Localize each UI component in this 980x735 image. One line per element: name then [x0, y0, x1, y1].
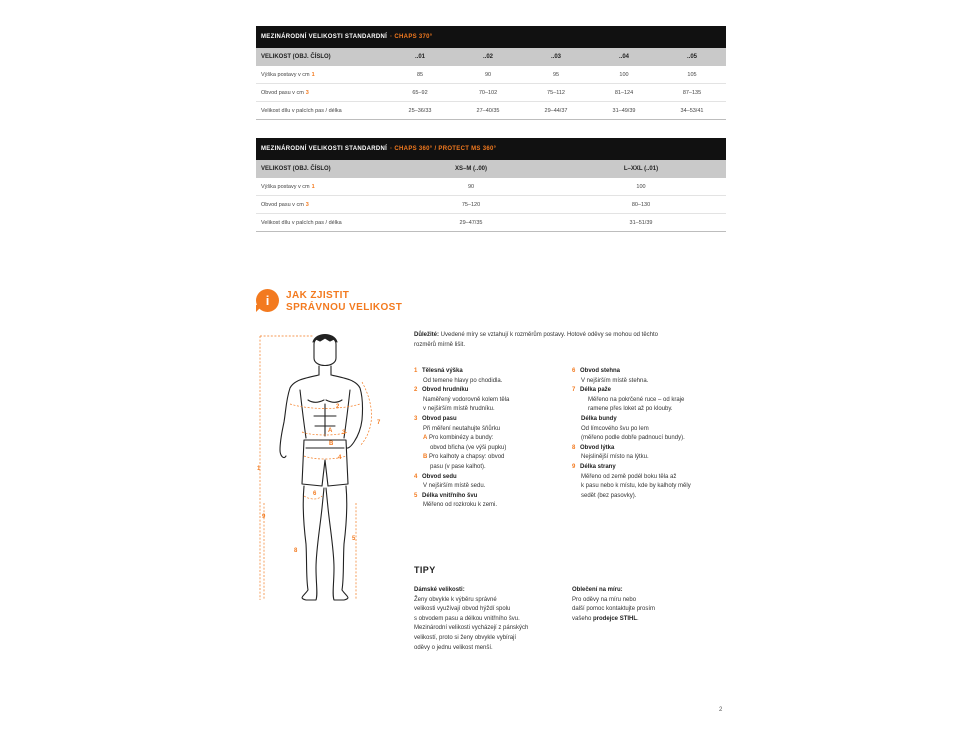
- table-row: [256, 196, 726, 214]
- item-text: (měřeno podle dobře padnoucí bundy).: [581, 435, 685, 442]
- table-title-accent: · CHAPS 370°: [390, 34, 433, 40]
- item-text: sedět (bez pasovky).: [581, 492, 637, 499]
- item-text: v nejširším místě hrudníku.: [423, 406, 495, 413]
- item-text: Od límcového švu po lem: [581, 425, 649, 432]
- table-cell: 25–36/33: [408, 107, 432, 114]
- item-number: 9: [572, 463, 576, 470]
- table-cell: 75–120: [461, 201, 481, 208]
- figure-label-a: A: [328, 428, 333, 434]
- column-header: ..03: [550, 54, 561, 60]
- table-cell: 31–49/39: [612, 107, 636, 114]
- item-title: Délka paže: [580, 387, 612, 394]
- item-title: Obvod hrudníku: [422, 387, 469, 394]
- table-cell: 100: [636, 183, 646, 190]
- row-label: Obvod pasu v cm: [261, 89, 304, 96]
- item-text: Při měření neutahujte šňůrku: [423, 425, 501, 432]
- item-title: Obvod lýtka: [580, 444, 615, 451]
- figure-label-7: 7: [377, 420, 381, 426]
- measure-list-left: [414, 367, 564, 511]
- row-label: Velikost dílu v palcích pas / délka: [261, 107, 342, 114]
- page-number: 2: [719, 707, 723, 713]
- figure-label-2: 2: [336, 404, 340, 410]
- figure-label-3: 3: [342, 430, 346, 436]
- column-header: ..04: [618, 54, 629, 60]
- table-row: [256, 84, 726, 102]
- item-number: 6: [572, 368, 576, 374]
- section-title-line: JAK ZJISTIT: [286, 290, 350, 301]
- item-number: 5: [414, 492, 418, 499]
- intro-bold: Důležité:: [414, 332, 440, 338]
- tip-text: Mezinárodní velikosti vycházejí z pánských: [414, 625, 529, 632]
- measure-list-right: [572, 367, 732, 501]
- list-item: [414, 473, 564, 483]
- tip-title: Dámské velikosti:: [414, 587, 465, 593]
- section-title: [286, 290, 402, 314]
- sub-label: A: [423, 435, 428, 442]
- item-number: 1: [414, 368, 418, 374]
- tip-text: Ženy obvykle k výběru správné: [414, 596, 497, 603]
- item-text: Měřeno od země podél boku těla až: [581, 473, 677, 480]
- item-title: Délka vnitřního švu: [422, 492, 478, 499]
- item-title: Obvod sedu: [422, 473, 457, 480]
- body-measurement-figure: [250, 328, 400, 608]
- item-text: k pasu nebo k místu, kde by kalhoty měly: [581, 483, 691, 490]
- column-header: XS–M (..00): [454, 166, 487, 172]
- item-number: 7: [572, 387, 576, 394]
- figure-label-1: 1: [257, 466, 261, 472]
- item-number: 3: [414, 415, 418, 422]
- dealer-name: prodejce STIHL: [593, 615, 638, 622]
- intro-note: [414, 331, 674, 350]
- list-item: [414, 367, 564, 377]
- tip-title: Oblečení na míru:: [572, 587, 623, 593]
- tip-custom-clothing: [572, 586, 722, 624]
- figure-label-9: 9: [262, 514, 266, 520]
- item-title: Délka strany: [580, 463, 616, 470]
- intro-text: Uvedené míry se vztahují k rozměrům postavy. Hotové oděvy se mohou od těchto rozměrů mírně lišit.: [414, 332, 659, 348]
- sub-label: B: [423, 454, 428, 461]
- figure-label-6: 6: [313, 491, 317, 497]
- item-text: pasu (v pase kalhot).: [430, 463, 486, 470]
- figure-label-8: 8: [294, 548, 298, 554]
- info-icon-glyph: i: [265, 293, 270, 308]
- item-number: 2: [414, 387, 418, 394]
- table-cell: 90: [484, 71, 492, 78]
- tip-text: další pomoc kontaktujte prosím: [572, 606, 656, 613]
- list-item: [414, 492, 564, 502]
- list-item: [572, 444, 732, 454]
- table-cell: 80–130: [631, 201, 651, 208]
- item-text: Měřeno od rozkroku k zemi.: [423, 502, 498, 509]
- figure-label-4: 4: [338, 455, 342, 461]
- column-header: ..05: [686, 54, 697, 60]
- table-cell: 105: [687, 71, 697, 78]
- item-title: Délka bundy: [581, 415, 617, 422]
- item-title: Obvod stehna: [580, 368, 621, 374]
- tip-text: velikosti využívají obvod hýždí spolu: [414, 606, 511, 613]
- item-number: 4: [414, 473, 418, 480]
- info-icon-tail: [256, 305, 263, 312]
- measure-number: 3: [305, 89, 309, 96]
- row-label: Výška postavy v cm: [261, 71, 310, 78]
- item-text: V nejširším místě sedu.: [423, 483, 486, 490]
- item-text: V nejširším místě stehna.: [581, 377, 649, 384]
- table-header: [256, 26, 726, 48]
- item-text: Měřeno na pokrčené ruce – od kraje: [588, 396, 685, 403]
- table-cell: 95: [552, 71, 560, 78]
- column-header: ..01: [414, 54, 425, 60]
- table-header: [256, 138, 726, 160]
- tip-women-sizes: [414, 586, 559, 653]
- size-table-chaps-370: [256, 26, 726, 120]
- item-title: Tělesná výška: [422, 368, 463, 374]
- column-header: VELIKOST (OBJ. ČÍSLO): [261, 166, 331, 172]
- figure-label-5: 5: [352, 536, 356, 542]
- table-cell: 85: [416, 71, 424, 78]
- tip-text: .: [637, 615, 639, 622]
- list-item: [572, 367, 732, 377]
- table-row: [256, 66, 726, 84]
- list-item: [414, 415, 564, 425]
- table-cell: 34–53/41: [680, 107, 704, 114]
- table-cell: 75–112: [547, 89, 565, 96]
- row-label: Výška postavy v cm: [261, 183, 310, 190]
- table-cell: 29–47/35: [459, 219, 483, 226]
- table-title-accent: · CHAPS 360° / PROTECT MS 360°: [390, 146, 497, 152]
- item-text: ramene přes loket až po klouby.: [588, 406, 673, 413]
- column-header-row: [256, 48, 726, 66]
- tip-text: oděvy o jednu velikost menší.: [414, 644, 493, 651]
- item-text: Nejslinější místo na lýtku.: [581, 454, 649, 461]
- column-header: ..02: [482, 54, 493, 60]
- table-cell: 100: [619, 71, 629, 78]
- table-cell: 81–124: [614, 89, 634, 96]
- figure-label-b: B: [329, 441, 334, 447]
- table-cell: 87–135: [682, 89, 702, 96]
- table-cell: 29–44/37: [544, 107, 568, 114]
- list-item: [414, 386, 564, 396]
- table-cell: 31–51/39: [629, 219, 653, 226]
- measure-number: 3: [305, 201, 309, 208]
- list-item: [572, 386, 732, 396]
- list-item: [572, 463, 732, 473]
- table-row: [256, 102, 726, 120]
- table-cell: 65–92: [412, 89, 428, 96]
- table-cell: 90: [467, 183, 475, 190]
- size-table-chaps-360: [256, 138, 726, 232]
- column-header-row: [256, 160, 726, 178]
- table-title: MEZINÁRODNÍ VELIKOSTI STANDARDNÍ: [261, 146, 388, 152]
- section-title-line: SPRÁVNOU VELIKOST: [286, 302, 403, 313]
- column-header: L–XXL (..01): [623, 166, 659, 172]
- measure-number: 1: [311, 183, 315, 190]
- item-text: Od temene hlavy po chodidla.: [423, 377, 503, 384]
- item-title: Obvod pasu: [422, 415, 457, 422]
- table-title: MEZINÁRODNÍ VELIKOSTI STANDARDNÍ: [261, 34, 388, 40]
- column-header: VELIKOST (OBJ. ČÍSLO): [261, 54, 331, 60]
- tip-text: Pro oděvy na míru nebo: [572, 596, 637, 603]
- tip-text: velikostí, proto si ženy obvykle vybírají: [414, 634, 517, 641]
- item-text: obvod břicha (ve výši pupku): [430, 444, 507, 451]
- item-text: Pro kombinézy a bundy:: [429, 435, 494, 442]
- item-number: 8: [572, 444, 576, 451]
- tip-text: s obvodem pasu a délkou vnitřního švu.: [414, 615, 520, 622]
- table-row: [256, 178, 726, 196]
- item-text: Naměřený vodorovně kolem těla: [423, 396, 510, 403]
- table-row: [256, 214, 726, 232]
- measure-number: 1: [311, 71, 315, 78]
- tip-text: vašeho: [572, 615, 594, 622]
- row-label: Velikost dílu v palcích pas / délka: [261, 219, 342, 226]
- table-cell: 70–102: [478, 89, 498, 96]
- tips-title: TIPY: [414, 565, 436, 575]
- row-label: Obvod pasu v cm: [261, 201, 304, 208]
- table-cell: 27–40/35: [476, 107, 500, 114]
- item-text: Pro kalhoty a chapsy: obvod: [429, 454, 505, 461]
